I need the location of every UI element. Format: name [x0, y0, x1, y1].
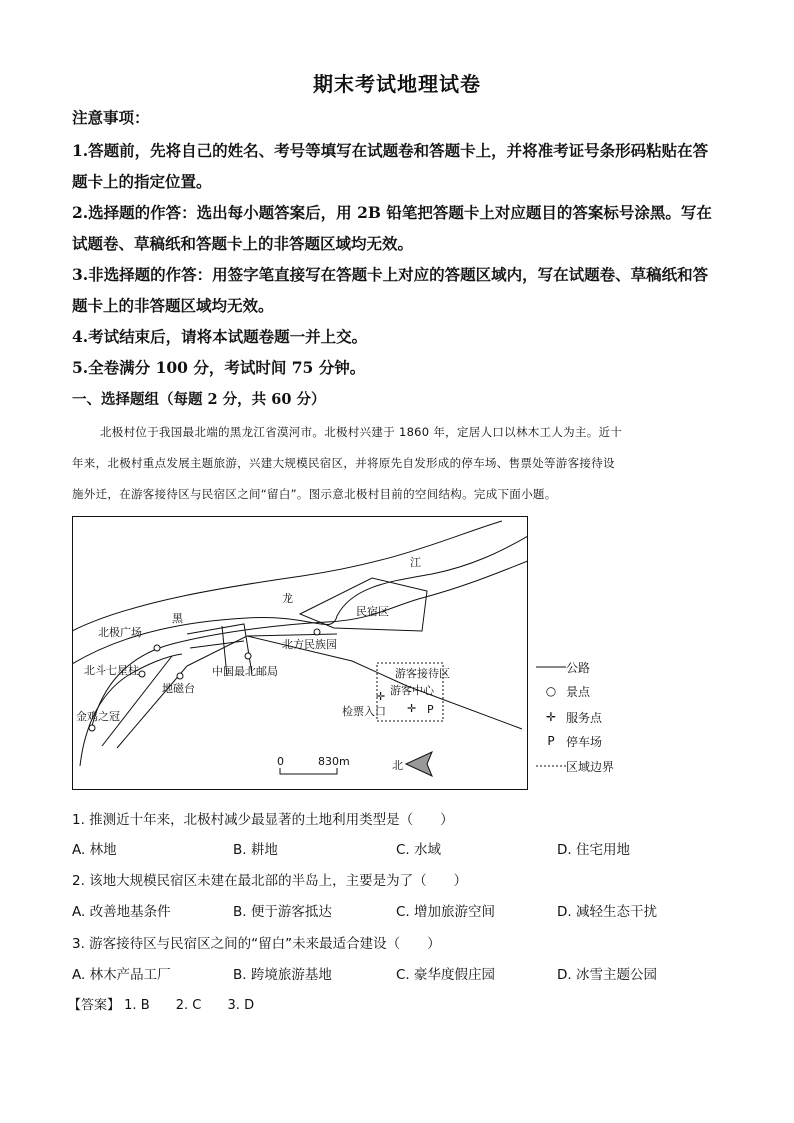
q3-option-d: D. 冰雪主题公园 [557, 967, 657, 983]
q1-option-d: D. 住宅用地 [557, 842, 630, 858]
spot-beifang-park [314, 629, 320, 635]
legend-service-label: 服务点 [566, 710, 603, 725]
label-beifang-park: 北方民族园 [282, 638, 337, 651]
passage-line-1: 北极村位于我国最北端的黑龙江省漠河市。北极村兴建于 1860 年，定居人口以林木工人为主。近十 [100, 425, 623, 439]
map-frame [73, 517, 528, 790]
passage-line-2: 年来，北极村重点发展主题旅游，兴建大规模民宿区，并将原先自发形成的停车场、售票处等游客接待设 [72, 456, 615, 470]
road-line-icon [536, 662, 566, 672]
label-beidou: 北斗七星柱 [84, 664, 139, 677]
label-didian: 地磁台 [162, 682, 195, 695]
notice-line-2b: 试题卷、草稿纸和答题卡上的非答题区域均无效。 [72, 234, 414, 253]
legend-parking [536, 732, 602, 750]
label-visitor-center: 游客中心 [390, 684, 434, 697]
spot-beidou [139, 671, 145, 677]
label-jinji: 金鸡之冠 [76, 710, 120, 723]
spot-post [245, 653, 251, 659]
q1-option-c: C. 水域 [396, 842, 442, 858]
label-post: 中国最北邮局 [212, 665, 278, 678]
legend-spot-label: 景点 [566, 684, 591, 699]
answer-1: 1. B [124, 998, 150, 1013]
q2-option-a: A. 改善地基条件 [72, 904, 171, 920]
scale-length: 830m [318, 755, 350, 768]
legend-border [536, 757, 614, 775]
q1-option-a: A. 林地 [72, 842, 117, 858]
service-point-icon-2: ✛ [407, 702, 417, 715]
q2-option-d: D. 减轻生态干扰 [557, 904, 657, 920]
legend-road [536, 658, 590, 676]
q3-option-a: A. 林木产品工厂 [72, 967, 171, 983]
dotted-line-icon [536, 761, 566, 771]
answer-3: 3. D [227, 998, 255, 1013]
question-2: 2. 该地大规模民宿区未建在最北部的半岛上，主要是为了（ ） [72, 873, 468, 889]
question-1: 1. 推测近十年来，北极村减少最显著的土地利用类型是（ ） [72, 812, 454, 828]
answer-line [68, 994, 254, 1013]
spot-didian [177, 673, 183, 679]
label-beiji-square: 北极广场 [98, 626, 142, 639]
q2-option-c: C. 增加旅游空间 [396, 904, 496, 920]
legend-border-label: 区域边界 [566, 759, 615, 774]
passage-line-3: 施外迁，在游客接待区与民宿区之间“留白”。图示意北极村目前的空间结构。完成下面小题。 [72, 487, 557, 501]
notice-line-3a: 3.非选择题的作答：用签字笔直接写在答题卡上对应的答题区域内，写在试题卷、草稿纸和答 [72, 265, 709, 284]
village-map [72, 516, 528, 790]
legend-parking-label: 停车场 [566, 734, 603, 749]
legend-road-label: 公路 [566, 660, 591, 675]
notice-line-4: 4.考试结束后，请将本试题卷题一并上交。 [72, 327, 368, 346]
notice-line-2a: 2.选择题的作答：选出每小题答案后，用 2B 铅笔把答题卡上对应题目的答案标号涂黑。写在 [72, 203, 712, 222]
river-char-long: 龙 [282, 592, 293, 605]
question-3: 3. 游客接待区与民宿区之间的“留白”未来最适合建设（ ） [72, 936, 441, 952]
label-reception-zone: 游客接待区 [395, 667, 450, 680]
q3-option-b: B. 跨境旅游基地 [233, 967, 332, 983]
label-entrance: 检票入口 [342, 705, 386, 718]
legend-spot [536, 682, 590, 700]
scale-zero: 0 [277, 755, 284, 768]
notice-line-3b: 题卡上的非答题区域均无效。 [72, 296, 274, 315]
answer-2: 2. C [175, 998, 202, 1013]
notice-line-1a: 1.答题前，先将自己的姓名、考号等填写在试题卷和答题卡上，并将准考证号条形码粘贴在答 [72, 141, 709, 160]
q3-option-c: C. 豪华度假庄园 [396, 967, 496, 983]
river-char-hei: 黑 [172, 612, 183, 625]
answer-tag: 【答案】 [68, 998, 121, 1013]
notice-line-1b: 题卡上的指定位置。 [72, 172, 212, 191]
service-point-icon: ✛ [376, 690, 386, 703]
section-heading: 一、选择题组（每题 2 分，共 60 分） [72, 391, 326, 408]
spot-jinji [89, 725, 95, 731]
q2-option-b: B. 便于游客抵达 [233, 904, 332, 920]
service-cross-icon: ✛ [545, 710, 557, 724]
spot-circle-icon: ○ [545, 684, 557, 698]
label-minsu: 民宿区 [356, 605, 389, 618]
page-title: 期末考试地理试卷 [313, 72, 481, 96]
spot-beiji-square [154, 645, 160, 651]
north-label: 北 [392, 759, 403, 772]
parking-symbol: P [547, 734, 555, 748]
notice-line-5: 5.全卷满分 100 分，考试时间 75 分钟。 [72, 358, 366, 377]
legend-service [536, 708, 602, 726]
river-char-jiang: 江 [410, 556, 421, 569]
label-parking: P [427, 703, 434, 716]
q1-option-b: B. 耕地 [233, 842, 278, 858]
notice-heading: 注意事项： [72, 108, 150, 127]
